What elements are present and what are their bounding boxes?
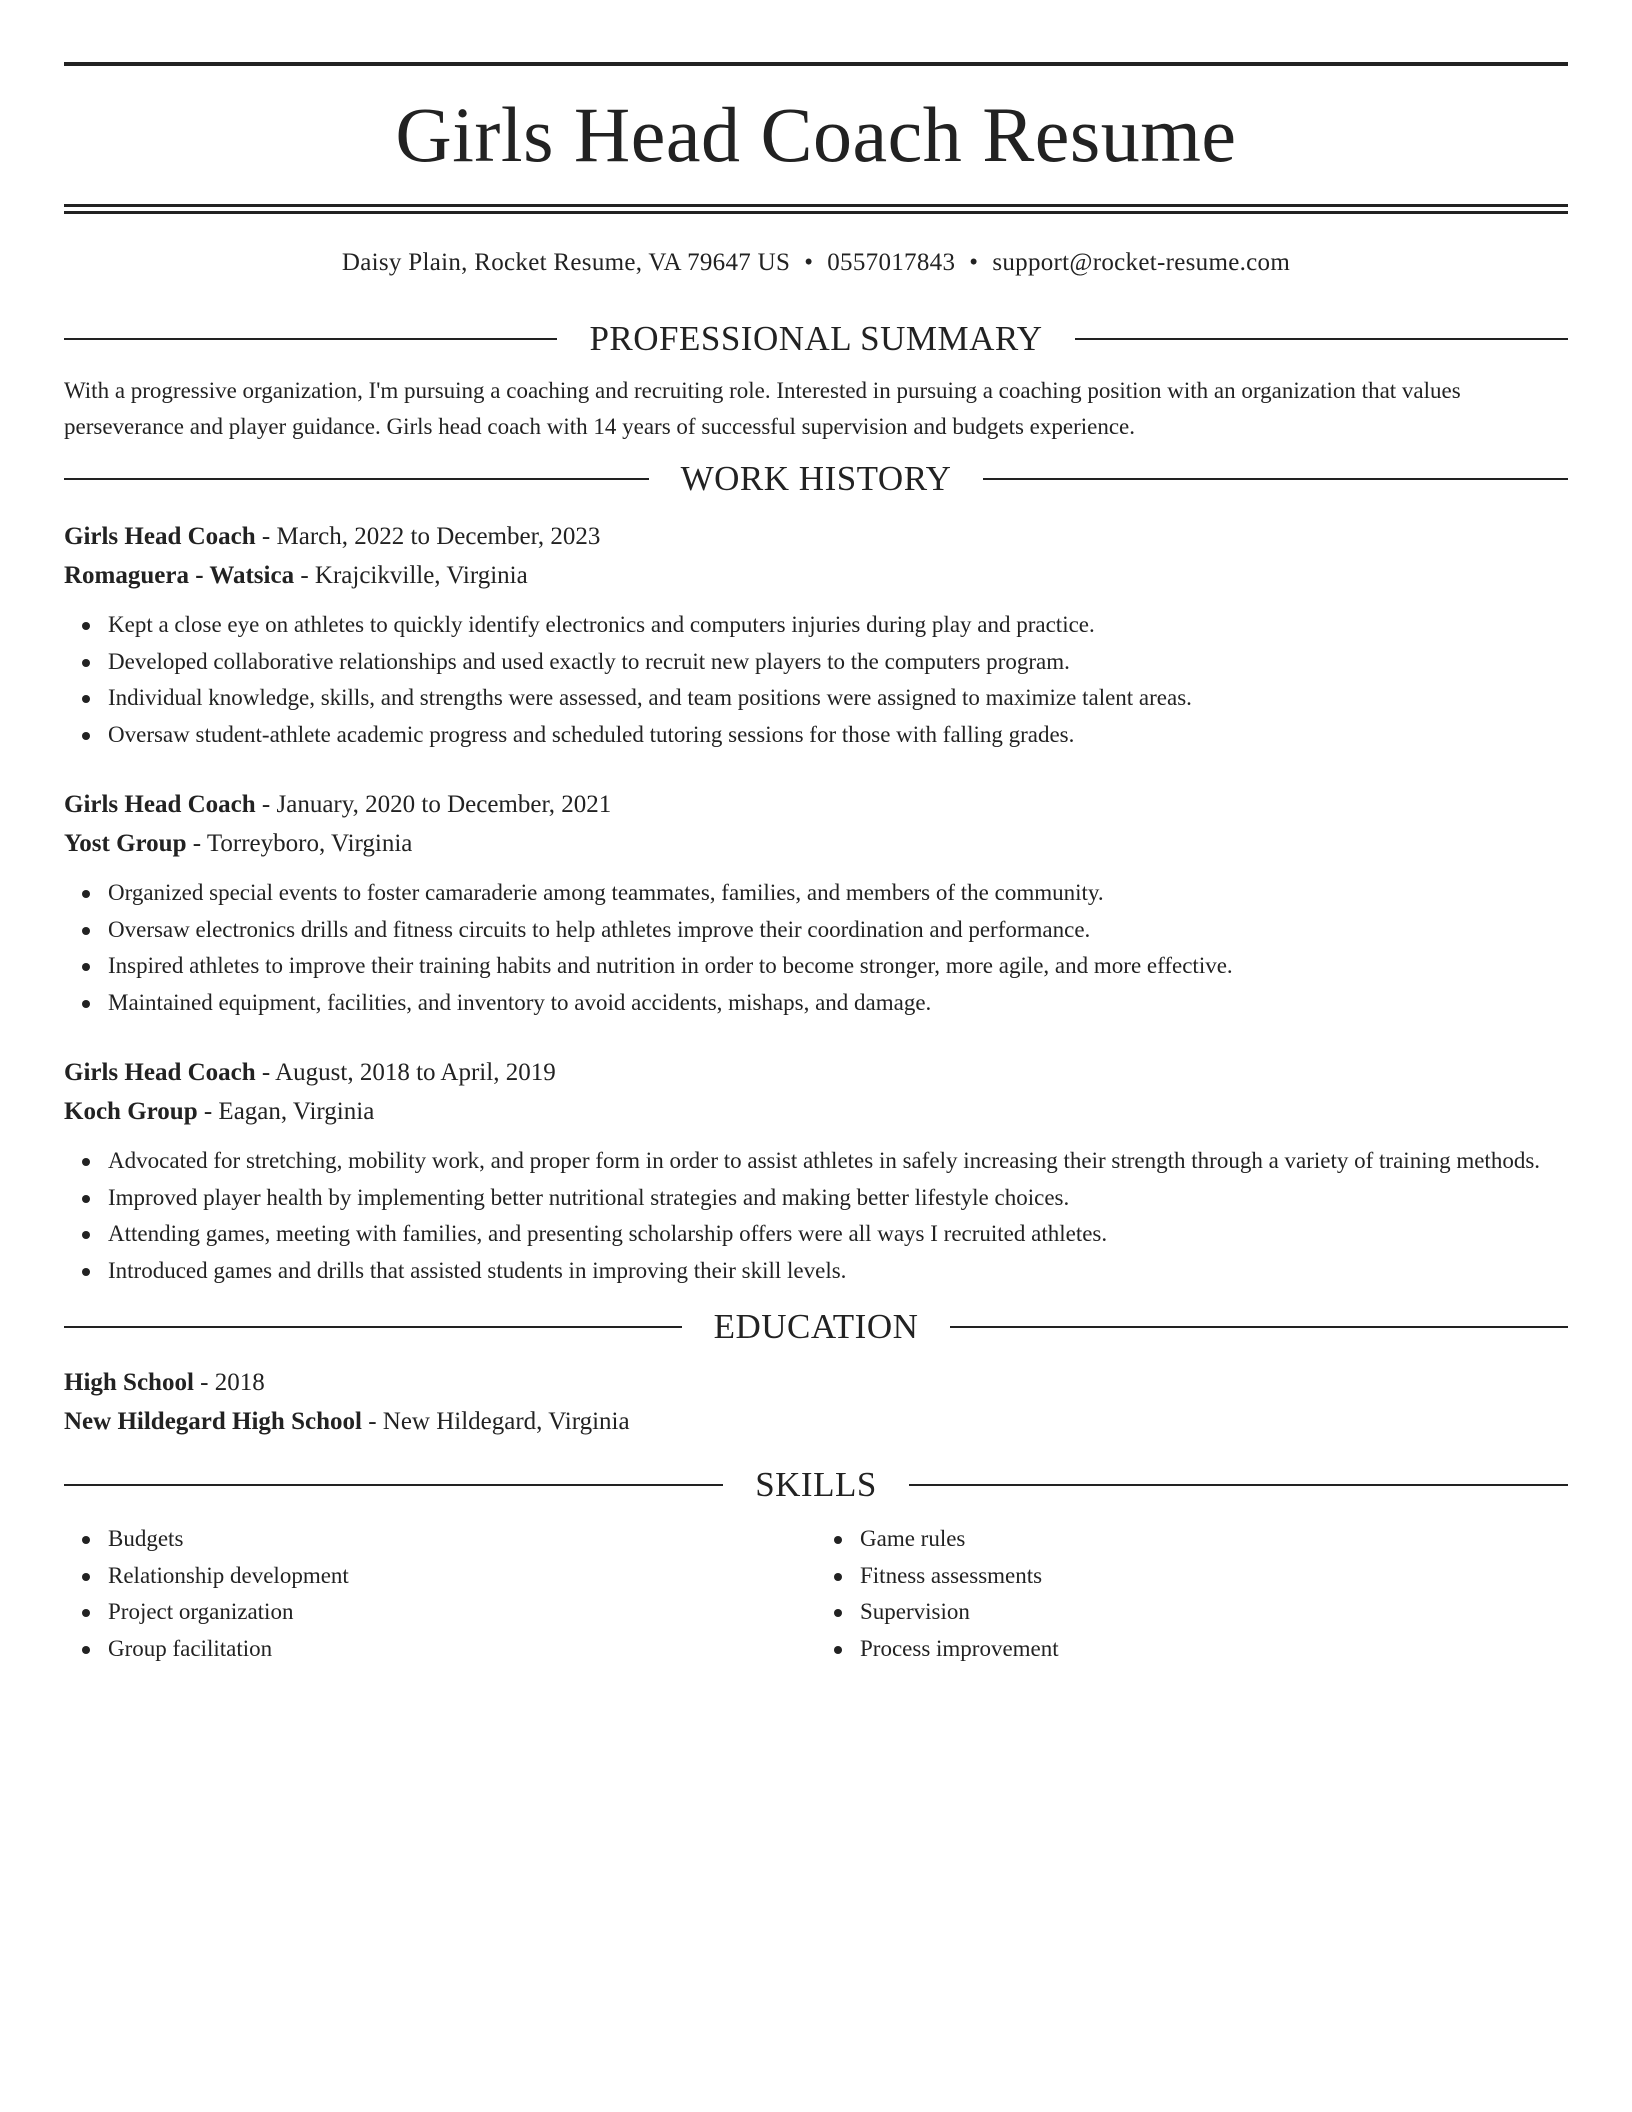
heading-rule: [950, 1326, 1568, 1328]
section-heading-summary: [64, 319, 1568, 359]
skill-item: Relationship development: [108, 1558, 816, 1595]
list-item: Oversaw electronics drills and fitness circuits to help athletes improve their coordination and performance.: [108, 912, 1568, 949]
skill-item: Supervision: [860, 1594, 1568, 1631]
job-employer: Romaguera - Watsica: [64, 562, 295, 589]
education-entry: [64, 1363, 1568, 1441]
list-item: Improved player health by implementing better nutritional strategies and making better lifestyle choices.: [108, 1180, 1568, 1217]
list-item: Inspired athletes to improve their training habits and nutrition in order to become stronger, more agile, and more effective.: [108, 948, 1568, 985]
job-dates: August, 2018 to April, 2019: [275, 1059, 556, 1086]
job-bullets: [64, 875, 1568, 1021]
list-item: Maintained equipment, facilities, and inventory to avoid accidents, mishaps, and damage.: [108, 985, 1568, 1022]
heading-rule: [64, 1326, 682, 1328]
education-year: 2018: [214, 1369, 265, 1396]
job-title-line: Girls Head Coach - January, 2020 to December, 2021: [64, 791, 612, 818]
job-employer-line: Romaguera - Watsica - Krajcikville, Virginia: [64, 562, 528, 589]
section-title: PROFESSIONAL SUMMARY: [589, 319, 1043, 358]
list-item: Individual knowledge, skills, and strengths were assessed, and team positions were assigned to maximize talent areas.: [108, 680, 1568, 717]
education-school: New Hildegard High School: [64, 1408, 362, 1435]
skill-item: Budgets: [108, 1521, 816, 1558]
job-entry: [64, 517, 1568, 753]
resume-title: Girls Head Coach Resume: [395, 91, 1237, 178]
contact-line: [64, 249, 1568, 277]
section-heading-education: [64, 1307, 1568, 1347]
skills-list-right: [816, 1521, 1568, 1667]
list-item: Kept a close eye on athletes to quickly identify electronics and computers injuries during play and practice.: [108, 607, 1568, 644]
skill-item: Group facilitation: [108, 1631, 816, 1668]
heading-rule: [983, 478, 1568, 480]
skills-columns: [64, 1521, 1568, 1667]
education-degree: High School: [64, 1369, 194, 1396]
job-title: Girls Head Coach: [64, 523, 256, 550]
job-employer-line: Koch Group - Eagan, Virginia: [64, 1098, 375, 1125]
title-block: [64, 0, 1568, 214]
job-entry: [64, 785, 1568, 1021]
education-school-line: New Hildegard High School - New Hildegard, Virginia: [64, 1408, 630, 1435]
title-double-rule: [64, 204, 1568, 214]
list-item: Advocated for stretching, mobility work, and proper form in order to assist athletes in safely increasing their strength through a variety of training methods.: [108, 1143, 1568, 1180]
list-item: Attending games, meeting with families, and presenting scholarship offers were all ways I recruited athletes.: [108, 1216, 1568, 1253]
job-dates: March, 2022 to December, 2023: [276, 523, 601, 550]
job-employer: Yost Group: [64, 830, 187, 857]
contact-separator: •: [969, 249, 979, 276]
education-degree-line: High School - 2018: [64, 1369, 265, 1396]
job-title: Girls Head Coach: [64, 1059, 256, 1086]
skill-item: Process improvement: [860, 1631, 1568, 1668]
list-item: Developed collaborative relationships and used exactly to recruit new players to the computers program.: [108, 644, 1568, 681]
contact-phone: 0557017843: [827, 249, 956, 276]
job-employer-line: Yost Group - Torreyboro, Virginia: [64, 830, 413, 857]
heading-rule: [909, 1484, 1568, 1486]
job-entry: [64, 1053, 1568, 1289]
job-dates: January, 2020 to December, 2021: [276, 791, 612, 818]
contact-address: Daisy Plain, Rocket Resume, VA 79647 US: [341, 249, 791, 276]
job-employer: Koch Group: [64, 1098, 198, 1125]
heading-rule: [64, 1484, 723, 1486]
section-title: WORK HISTORY: [680, 459, 952, 498]
heading-rule: [1075, 338, 1568, 340]
list-item: Organized special events to foster camaraderie among teammates, families, and members of the community.: [108, 875, 1568, 912]
section-title: SKILLS: [755, 1465, 877, 1504]
summary-text: With a progressive organization, I'm pursuing a coaching and recruiting role. Interested in pursuing a coaching position with an organization that values perseverance and player guidance. Girls head coach with 14 years of successful supervision and budgets experience.: [64, 378, 1461, 439]
list-item: Introduced games and drills that assisted students in improving their skill levels.: [108, 1253, 1568, 1290]
skill-item: Fitness assessments: [860, 1558, 1568, 1595]
skill-item: Game rules: [860, 1521, 1568, 1558]
contact-separator: •: [804, 249, 814, 276]
skills-list-left: [64, 1521, 816, 1667]
job-location: Eagan, Virginia: [218, 1098, 375, 1125]
job-bullets: [64, 607, 1568, 753]
job-location: Torreyboro, Virginia: [206, 830, 413, 857]
contact-email: support@rocket-resume.com: [992, 249, 1291, 276]
job-bullets: [64, 1143, 1568, 1289]
heading-rule: [64, 478, 649, 480]
skill-item: Project organization: [108, 1594, 816, 1631]
job-title: Girls Head Coach: [64, 791, 256, 818]
list-item: Oversaw student-athlete academic progress and scheduled tutoring sessions for those with falling grades.: [108, 717, 1568, 754]
section-heading-skills: [64, 1465, 1568, 1505]
section-title: EDUCATION: [713, 1307, 919, 1346]
job-location: Krajcikville, Virginia: [314, 562, 528, 589]
job-title-line: Girls Head Coach - August, 2018 to April, 2019: [64, 1059, 556, 1086]
heading-rule: [64, 338, 557, 340]
education-location: New Hildegard, Virginia: [382, 1408, 630, 1435]
job-title-line: Girls Head Coach - March, 2022 to December, 2023: [64, 523, 601, 550]
section-heading-work-history: [64, 459, 1568, 499]
